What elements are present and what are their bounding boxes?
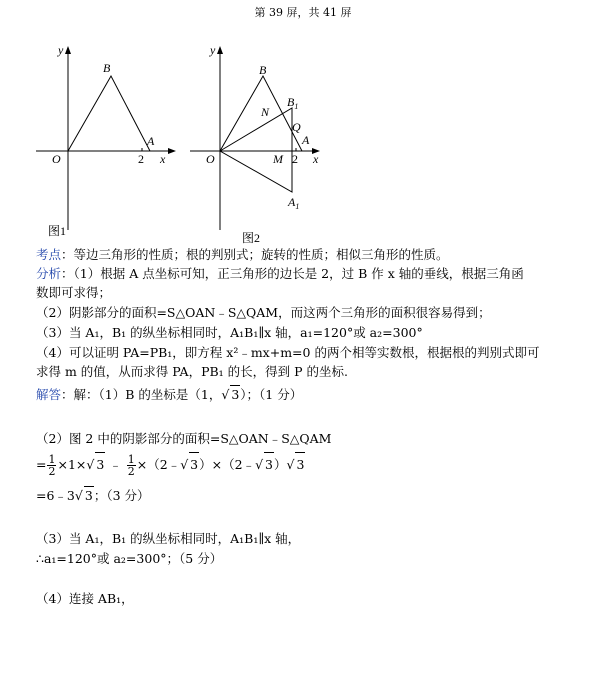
fig2-label-N: N [261,105,270,119]
j2-line-2: = $\frac{1}{2}$ ×1×√ 3 ﹣ $\frac{1}{2}$ ×（2﹣√ 3）×（2﹣√ 3）√ 3 [36,453,305,478]
j2-frac-2: $\frac{1}{2}$ [127,453,135,478]
j2-result-pre: =6﹣3 [36,488,75,503]
fenxi-label: 分析 [36,266,62,281]
j2-minus: ﹣ [105,457,126,472]
j3-line-2: ∴a₁=120°或 a₂=300°；（5 分） [36,551,223,566]
figures-diagram [30,42,350,247]
j2-root-3: 3 [264,452,274,477]
fig1-label-y: y [58,43,64,57]
fenxi-1b: 数即可求得； [36,285,112,300]
fig2-caption: 图2 [242,231,261,245]
j2-frac-1: $\frac{1}{2}$ [48,453,56,478]
j2-line-1: （2）图 2 中的阴影部分的面积=S△OAN﹣S△QAM [36,431,332,446]
fig1-label-B: B [103,61,111,75]
fenxi-1a: ：（1）根据 A 点坐标可知，正三角形的边长是 2，过 B 作 x 轴的垂线，根据三角函 [61,266,524,281]
fig1-triangle [68,76,150,151]
fenxi-line-1 [36,265,524,283]
fenxi-2: （2）阴影部分的面积=S△OAN﹣S△QAM，而这两个三角形的面积很容易得到； [36,305,491,320]
jieda-label: 解答 [36,387,62,402]
fig2-label-2: 2 [292,152,298,166]
fig2-label-O: O [206,152,215,166]
fig1-label-A: A [147,134,155,148]
fig1-label-2: 2 [138,152,144,166]
fig1-caption: 图1 [48,224,67,238]
fig2-label-A: A [302,133,310,147]
jieda-1-post: ）；（1 分） [240,387,303,402]
j2-root-2: 3 [189,452,199,477]
figure-1 [36,43,176,238]
kaodian-label: 考点 [36,247,62,262]
j3-line-1: （3）当 A₁，B₁ 的纵坐标相同时，A₁B₁∥x 轴， [36,531,301,546]
fenxi-4a: （4）可以证明 PA=PB₁，即方程 x²﹣mx+m=0 的两个相等实数根，根据根的判别式即可 [36,345,540,360]
j2-line-3: =6﹣3√ 3；（3 分） [36,488,150,503]
fig2-y-arrow [217,46,223,54]
fig2-label-A1: $A_1$ [288,195,300,211]
fig1-x-arrow [168,148,176,154]
fig2-label-M: M [273,152,283,166]
j2-mid3: ）×（2﹣ [199,457,256,472]
kaodian-line [36,246,449,264]
figure-2 [190,43,320,245]
j2-result-post: ；（3 分） [93,488,150,503]
jieda-1-pre: ：解：（1）B 的坐标是（1， [61,387,222,402]
fig2-triangle-OA1B1 [220,108,292,192]
j2-result-root: 3 [84,488,93,503]
fenxi-3: （3）当 A₁，B₁ 的纵坐标相同时，A₁B₁∥x 轴，a₁=120°或 a₂=300° [36,325,423,340]
fig2-label-B: B [259,63,267,77]
j2-mid4: ） [273,457,287,472]
j2-root-1: 3 [95,452,105,477]
j2-eq: = [36,457,47,472]
jieda-line-1: 解答：解：（1）B 的坐标是（1，√ 3）；（1 分） [36,387,303,402]
j2-root-4: 3 [295,452,305,477]
j2-mid2: ×（2﹣ [136,457,181,472]
fenxi-4b: 求得 m 的值，从而求得 PA，PB₁ 的长，得到 P 的坐标. [36,364,348,379]
fig2-label-x: x [313,152,319,166]
j2-mid1: ×1× [57,457,87,472]
j4-line-1: （4）连接 AB₁， [36,591,134,606]
jieda-1-root: 3 [231,387,240,402]
fig2-label-y: y [210,43,216,57]
fig1-label-O: O [52,152,61,166]
kaodian-body: ：等边三角形的性质；根的判别式；旋转的性质；相似三角形的性质。 [61,247,449,262]
fig2-label-B1: $B_1$ [287,95,299,111]
page-header: 第 39 屏，共 41 屏 [254,6,352,19]
fig1-y-arrow [65,46,71,54]
fig2-label-Q: Q [292,120,301,134]
fig1-label-x: x [160,152,166,166]
